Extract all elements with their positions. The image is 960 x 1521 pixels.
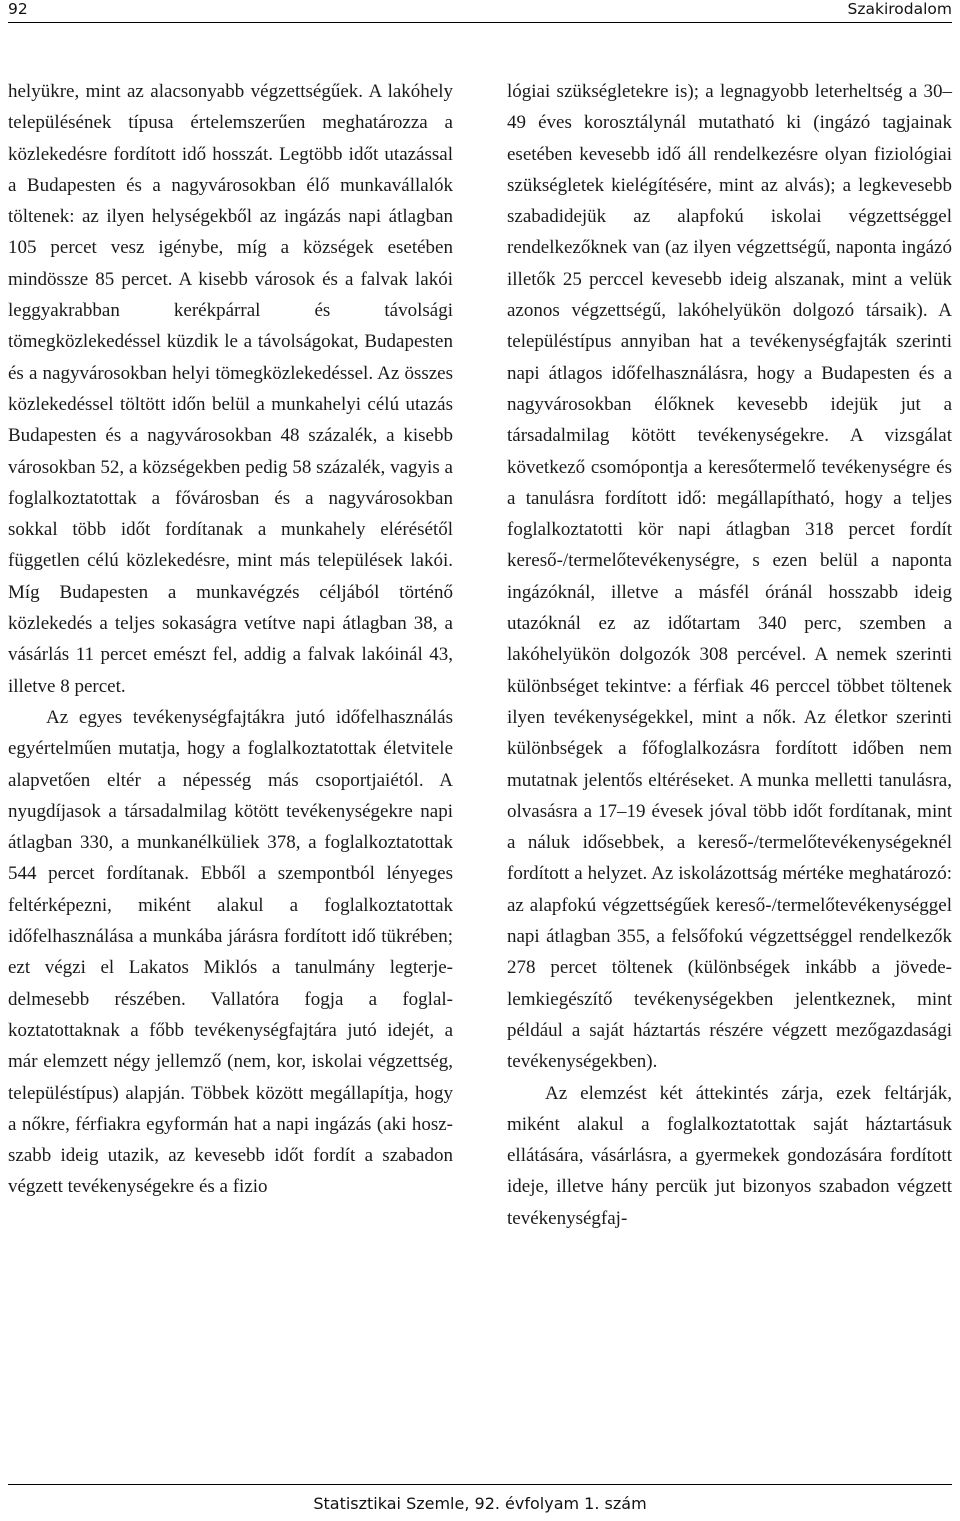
paragraph: helyükre, mint az alacsonyabb végzettségűek. A lakóhely településének típusa értelemszerűen meghatározza a közlekedésre fordított idő hosszát. Legtöbb időt utazással a Budapesten és a nagyvárosokban élő munkavállalók töltenek: az ilyen helységekből az ingázás napi átlagban 105 percet vesz igénybe, míg a községek esetében mindössze 85 percet. A kisebb városok és a falvak lakói leggyakrabban kerékpárral és távolsági tömegközlekedéssel küzdik le a távolságokat, Budapesten és a nagyvárosokban helyi tömegközlekedéssel. Az összes közlekedéssel töltött időn belül a munkahelyi célú utazás Budapesten és a nagyvárosokban 48 százalék, a kisebb városokban 52, a községekben pedig 58 százalék, vagyis a foglalkoztatottak a fővárosban és a nagyvárosokban sokkal több időt fordítanak a munkahely elérésétől független célú közlekedésre, mint más települések lakói. Míg Budapesten a munkavégzés céljából történő közlekedés a teljes sokaságra vetítve napi átlagban 38, a vásárlás 11 percet emészt fel, addig a falvak lakóinál 43, illetve 8 percet. (8, 81, 453, 697)
paragraph: Az egyes tevékenységfajtákra jutó időfelhasználás egyértelműen mutatja, hogy a foglalkoztatottak életvitele alapvetően eltér a népesség más csoportjaiétól. A nyugdíjasok a társadalmilag kötött tevékenységekre napi átlagban 330, a munkanélküliek 378, a foglalkoztatottak 544 percet fordítanak. Ebből a szempontból lényeges feltérképezni, miként alakul a foglalkoztatottak időfelhasználása a munkába járásra fordított idő tükrében; ezt végzi el Lakatos Miklós a tanulmány legterjedelmesebb részében. Vallatóra fogja a foglalkoztatottaknak a főbb tevékenységfajtára jutó idejét, a már elemzett négy jellemző (nem, kor, iskolai végzettség, településtípus) alapján. Többek között megállapítja, hogy a nőkre, férfiakra egyformán hat a napi ingázás (aki hoszszabb ideig utazik, az kevesebb időt fordít a szabadon végzett tevékenységekre és a fizio (8, 706, 453, 1198)
footer-rule (8, 1484, 952, 1485)
left-column (8, 76, 453, 1203)
page-number: 92 (8, 0, 28, 18)
paragraph: Az elemzést két áttekintés zárja, ezek feltárják, miként alakul a foglalkoztatottak saját háztartásuk ellátására, vásárlásra, a gyermekek gondozására fordított ideje, illetve hány percük jut bizonyos szabadon végzett tevékenységfaj- (507, 1082, 952, 1229)
journal-footer: Statisztikai Szemle, 92. évfolyam 1. szám (313, 1494, 647, 1513)
paragraph: lógiai szükségletekre is); a legnagyobb leterheltség a 30–49 éves korosztálynál mutatható ki (ingázó tagjainak esetében kevesebb idő áll rendelkezésre olyan fiziológiai szükségletek kielégítésére, mint az alvás); a legkevesebb szabadidejük az alapfokú iskolai végzettséggel rendelkezőknek van (az ilyen végzettségű, naponta ingázó illetők 25 perccel kevesebb ideig alszanak, mint a velük azonos végzettségű, lakóhelyükön dolgozó társaik). A településtípus annyiban hat a tevékenységfajták szerinti napi átlagos időfelhasználásra, hogy a Budapesten és a nagyvárosokban élőknek kevesebb idejük jut a társadalmilag kötött tevékenységekre. A vizsgálat következő csomópontja a keresőtermelő tevékenységre és a tanulásra fordított idő: megállapítható, hogy a teljes foglalkoztatotti kör napi átlagban 318 percet fordít kereső-/termelőtevékenységre, s ezen belül a naponta ingázóknál, illetve a másfél óránál hosszabb ideig utazóknál ez az időtartam 340 perc, szemben a lakóhelyükön dolgozók 308 percével. A nemek szerinti különbséget tekintve: a férfiak 46 perccel többet töltenek ilyen tevékenységekkel, mint a nők. Az életkor szerinti különbségek a főfoglalkozásra fordított időben nem mutatnak jelentős eltéréseket. A munka melletti tanulásra, olvasásra a 17–19 évesek jóval több időt fordítanak, mint a náluk idősebbek, a kereső-/termelőtevékenységeknél fordított a helyzet. Az iskolázottság mértéke meghatározó: az alapfokú végzettségűek kereső-/termelőtevékenységgel napi átlagban 355, a felsőfokú végzettséggel rendelkezők 278 percet töltenek (különbségek inkább a jövedelemkiegészítő tevékenységekben jelentkeznek, mint például a saját háztartás részére végzett mezőgazdasági tevékenységekben). (507, 81, 952, 1073)
section-title: Szakirodalom (847, 0, 952, 18)
page-header (0, 0, 960, 20)
right-column (507, 76, 952, 1234)
header-rule (8, 22, 952, 23)
